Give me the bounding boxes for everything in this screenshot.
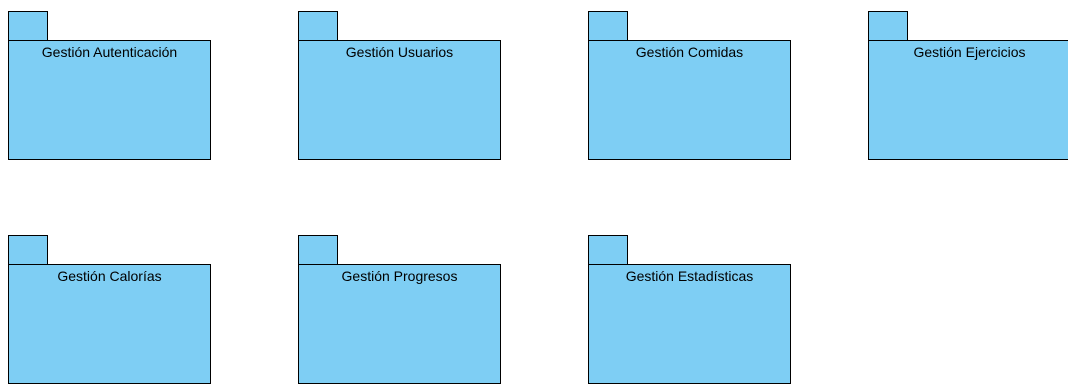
package-tab — [298, 11, 338, 41]
package-label: Gestión Estadísticas — [625, 268, 754, 284]
package-body — [298, 40, 501, 160]
package-body — [868, 40, 1068, 160]
package-gestion-autenticacion[interactable] — [8, 11, 211, 160]
package-label: Gestión Progresos — [341, 268, 458, 284]
package-body — [588, 264, 791, 384]
package-tab — [8, 235, 48, 265]
package-gestion-calorias[interactable] — [8, 235, 211, 384]
package-body — [588, 40, 791, 160]
package-label: Gestión Calorías — [57, 268, 162, 284]
package-label: Gestión Comidas — [635, 44, 744, 60]
package-gestion-comidas[interactable] — [588, 11, 791, 160]
package-tab — [298, 235, 338, 265]
package-body — [8, 40, 211, 160]
package-label: Gestión Ejercicios — [913, 44, 1026, 60]
package-gestion-ejercicios[interactable] — [868, 11, 1068, 160]
package-tab — [8, 11, 48, 41]
package-body — [8, 264, 211, 384]
package-tab — [588, 11, 628, 41]
package-label: Gestión Autenticación — [41, 44, 178, 60]
package-gestion-usuarios[interactable] — [298, 11, 501, 160]
package-gestion-estadisticas[interactable] — [588, 235, 791, 384]
package-gestion-progresos[interactable] — [298, 235, 501, 384]
package-body — [298, 264, 501, 384]
package-tab — [868, 11, 908, 41]
package-label: Gestión Usuarios — [345, 44, 454, 60]
package-tab — [588, 235, 628, 265]
